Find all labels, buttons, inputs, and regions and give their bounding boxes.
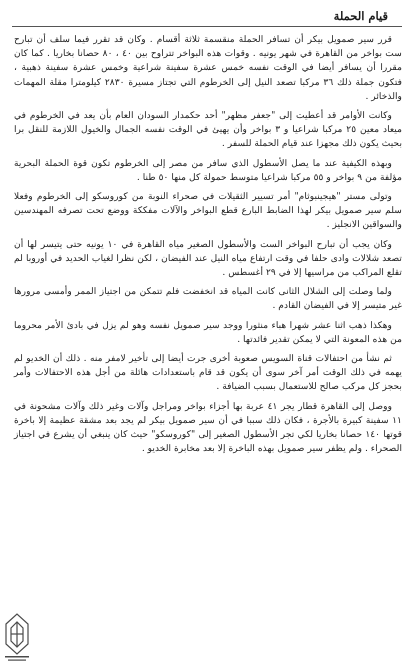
paragraph-9: ووصل إلى القاهرة قطار يجر ٤١ عربة بها أجزاء بواخر ومراجل وآلات وغير ذلك وآلات مشحونة في ١١ سفينة كبيرة بالأجرة ، فكان ذلك سببا في أن سير صمويل بيكر لم يجد بعد مشقة عظيمة إلا باخرة قوتها ١٤٠ حصانا بخاريا لكي تجر الأسطول الصغير إلى "كوروسكو" حيث كان ينبغي أن يشرع في اجتياز الصحراء . ولم يظفر سير صمويل بهذه الباخرة إلا بعد مخابرة الخديو . — [14, 400, 402, 455]
library-seal-icon — [2, 610, 32, 664]
paragraph-1: قرر سير صمويل بيكر أن تسافر الحملة منقسمة ثلاثة أقسام . وكان قد تقرر فيما سلف أن تبارح ست بواخر من القاهرة في شهر يونيه . وقوات هذه البواخر تتراوح بين ٤٠ ، ٨٠ حصانا بخاريا . كما كان مقررا أن يسافر أيضا في الوقت نفسه خمس عشرة سفينة شراعية وخمس عشرة سفينة ذهبية ، فتكون جملة ذلك ٣٦ مركبا تصعد النيل إلى الخرطوم التي تجتاز مسيرة ٢٨٣٠ كيلومترا مقلة المهمات والذخائر . — [14, 34, 403, 102]
paragraph-3: وبهذه الكيفية عند ما يصل الأسطول الذي سافر من مصر إلى الخرطوم تكون قوة الحملة البحرية مؤلفة من ٩ بواخر و ٥٥ مركبا شراعيا متوسط حمولة كل منها ٥٠ طنا . — [14, 157, 402, 183]
paragraph-5: وكان يجب أن تبارح البواخر الست والأسطول الصغير مياه القاهرة في ١٠ يونيه حتى يتيسر لها أن تصعد شلالات وادى حلفا في وقت ارتفاع مياه النيل عند الفيضان ، لكن نظرا لغياب الحديد في أوروبا لم تقلع المراكب من مراسيها إلا في ٢٩ أغسطس . — [14, 238, 402, 279]
paragraph-4: وتولى مستر "هيجينبوثام" أمر تسيير الثقيلات في صحراء النوبة من كوروسكو إلى الخرطوم وفعلا سلم سير صمويل بيكر لهذا الضابط البارع قطع البواخر والآلات مفككة ووضع تحت تصرفه المهندسين والسواقين الانجليز . — [14, 191, 402, 231]
page-title: قيام الحملة — [333, 9, 388, 23]
paragraph-6: ولما وصلت إلى الشلال الثانى كانت المياه قد انخفضت فلم تتمكن من اجتياز الممر وأمسى مرورها غير متيسر إلا في الفيضان القادم . — [14, 286, 402, 312]
title-divider — [12, 26, 402, 27]
paragraph-2: وكانت الأوامر قد أعطيت إلى "جعفر مظهر" أحد حكمدار السودان العام بأن يعد في الخرطوم في ميعاد معين ٢٥ مركبا شراعيا و ٣ بواخر وأن يهيئ في الوقت نفسه الجمال والخيول اللازمة للنقل برا بحيث يكون ذلك مجهزا عند قيام الحملة للسفر . — [14, 110, 402, 150]
paragraph-7: وهكذا ذهب اثنا عشر شهرا هباء منثورا ووجد سير صمويل نفسه وهو لم يزل في بادئ الأمر محروما من هذه المعونة التي لا يمكن تقدير فائدتها . — [14, 319, 402, 345]
paragraph-8: ثم نشأ من احتفالات قناة السويس صعوبة أخرى جرت أيضا إلى تأخير لامفر منه . ذلك أن الخديو لم يهمه في ذلك الوقت أمر آخر سوى أن يكون قد قام باستعدادات هائلة من أجل هذه الاحتفالات وأمر بحجز كل مركب صالح للاستعمال بسبب الضيافة . — [14, 353, 402, 393]
